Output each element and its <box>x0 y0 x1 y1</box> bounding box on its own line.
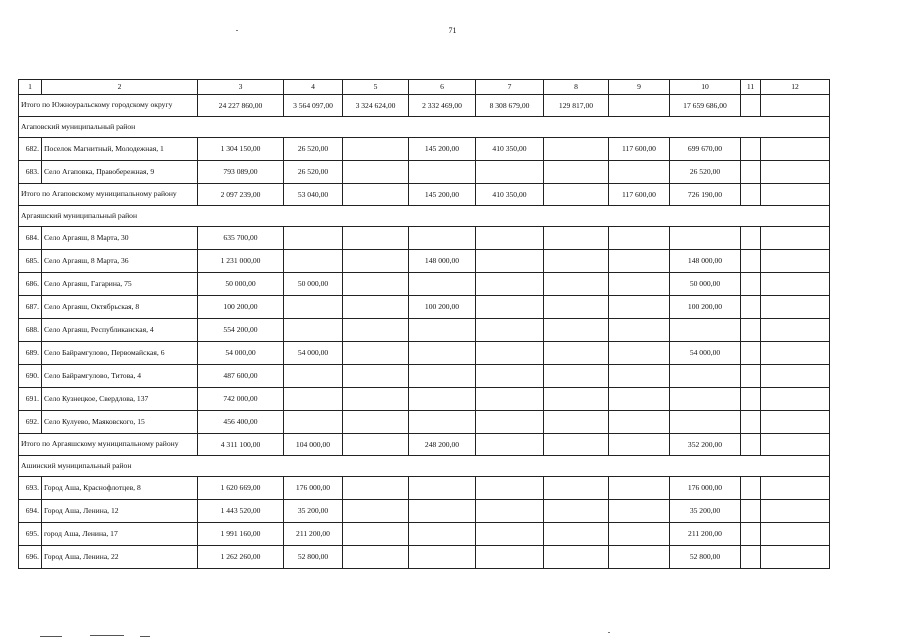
row-index: 690. <box>19 365 42 388</box>
table-row <box>19 477 830 500</box>
amount-cell <box>544 342 609 365</box>
amount-cell <box>284 319 343 342</box>
amount-cell <box>343 250 409 273</box>
address-cell: Поселок Магнитный, Молодежная, 1 <box>42 138 198 161</box>
amount-cell <box>343 388 409 411</box>
section-header-row <box>19 456 830 477</box>
amount-cell <box>476 546 544 569</box>
amount-cell: 54 000,00 <box>284 342 343 365</box>
amount-cell: 3 324 624,00 <box>343 95 409 117</box>
register-table <box>18 79 830 569</box>
amount-cell: 1 231 000,00 <box>198 250 284 273</box>
amount-cell <box>761 523 830 546</box>
amount-cell <box>409 161 476 184</box>
amount-cell <box>343 477 409 500</box>
amount-cell: 26 520,00 <box>284 161 343 184</box>
amount-cell <box>741 411 761 434</box>
amount-cell <box>544 273 609 296</box>
amount-cell: 554 200,00 <box>198 319 284 342</box>
scan-speck <box>608 632 610 633</box>
table-row <box>19 138 830 161</box>
column-number-row <box>19 80 830 95</box>
amount-cell <box>741 250 761 273</box>
amount-cell <box>476 273 544 296</box>
amount-cell <box>761 546 830 569</box>
amount-cell <box>343 319 409 342</box>
row-index: 682. <box>19 138 42 161</box>
row-index: 684. <box>19 227 42 250</box>
amount-cell: 352 200,00 <box>670 434 741 456</box>
table-row <box>19 365 830 388</box>
amount-cell <box>544 227 609 250</box>
scan-speck <box>236 30 238 31</box>
address-cell: Село Аргаяш, Гагарина, 75 <box>42 273 198 296</box>
page-number: 71 <box>448 26 457 35</box>
amount-cell: 52 800,00 <box>670 546 741 569</box>
amount-cell <box>761 388 830 411</box>
address-cell: город Аша, Ленина, 17 <box>42 523 198 546</box>
amount-cell <box>409 319 476 342</box>
subtotal-label: Итого по Аргаяшскому муниципальному району <box>19 434 198 456</box>
amount-cell <box>609 161 670 184</box>
amount-cell <box>544 365 609 388</box>
amount-cell <box>476 477 544 500</box>
address-cell: Село Аргаяш, Октябрьская, 8 <box>42 296 198 319</box>
table-row <box>19 273 830 296</box>
address-cell: Город Аша, Ленина, 22 <box>42 546 198 569</box>
subtotal-label: Итого по Южноуральскому городскому округу <box>19 95 198 117</box>
column-number: 4 <box>284 80 343 95</box>
column-number: 9 <box>609 80 670 95</box>
amount-cell <box>741 434 761 456</box>
amount-cell <box>741 546 761 569</box>
amount-cell <box>284 388 343 411</box>
amount-cell: 52 800,00 <box>284 546 343 569</box>
amount-cell <box>741 365 761 388</box>
amount-cell <box>761 319 830 342</box>
amount-cell <box>409 273 476 296</box>
amount-cell <box>761 184 830 206</box>
table-row <box>19 388 830 411</box>
amount-cell <box>741 273 761 296</box>
subtotal-row <box>19 95 830 117</box>
table-row <box>19 250 830 273</box>
amount-cell: 100 200,00 <box>198 296 284 319</box>
amount-cell: 117 600,00 <box>609 184 670 206</box>
amount-cell <box>741 184 761 206</box>
amount-cell <box>409 342 476 365</box>
column-number: 8 <box>544 80 609 95</box>
amount-cell <box>609 546 670 569</box>
amount-cell: 410 350,00 <box>476 184 544 206</box>
row-index: 686. <box>19 273 42 296</box>
amount-cell <box>544 138 609 161</box>
amount-cell <box>409 500 476 523</box>
amount-cell: 1 991 160,00 <box>198 523 284 546</box>
column-number: 7 <box>476 80 544 95</box>
amount-cell <box>544 184 609 206</box>
section-header-row <box>19 206 830 227</box>
amount-cell <box>741 161 761 184</box>
column-number: 5 <box>343 80 409 95</box>
section-title: Ашинский муниципальный район <box>19 456 830 477</box>
amount-cell: 148 000,00 <box>409 250 476 273</box>
table-row <box>19 523 830 546</box>
address-cell: Город Аша, Ленина, 12 <box>42 500 198 523</box>
amount-cell <box>609 500 670 523</box>
row-index: 688. <box>19 319 42 342</box>
amount-cell <box>476 227 544 250</box>
amount-cell <box>476 523 544 546</box>
amount-cell <box>544 161 609 184</box>
amount-cell: 211 200,00 <box>284 523 343 546</box>
amount-cell <box>343 273 409 296</box>
amount-cell <box>476 342 544 365</box>
amount-cell: 2 332 469,00 <box>409 95 476 117</box>
amount-cell <box>544 523 609 546</box>
amount-cell <box>761 411 830 434</box>
row-index: 693. <box>19 477 42 500</box>
row-index: 692. <box>19 411 42 434</box>
column-number: 12 <box>761 80 830 95</box>
address-cell: Село Байрамгулово, Титова, 4 <box>42 365 198 388</box>
amount-cell <box>609 227 670 250</box>
amount-cell <box>476 388 544 411</box>
table-row <box>19 227 830 250</box>
amount-cell <box>670 319 741 342</box>
amount-cell <box>343 161 409 184</box>
amount-cell: 50 000,00 <box>670 273 741 296</box>
amount-cell <box>284 250 343 273</box>
amount-cell <box>544 319 609 342</box>
column-number: 2 <box>42 80 198 95</box>
amount-cell <box>343 500 409 523</box>
amount-cell <box>409 523 476 546</box>
address-cell: Село Кулуево, Маяковского, 15 <box>42 411 198 434</box>
amount-cell <box>476 319 544 342</box>
amount-cell: 635 700,00 <box>198 227 284 250</box>
amount-cell <box>343 138 409 161</box>
amount-cell <box>284 227 343 250</box>
amount-cell <box>609 319 670 342</box>
amount-cell <box>544 500 609 523</box>
amount-cell: 104 000,00 <box>284 434 343 456</box>
amount-cell: 100 200,00 <box>409 296 476 319</box>
subtotal-row <box>19 184 830 206</box>
amount-cell <box>741 523 761 546</box>
amount-cell: 2 097 239,00 <box>198 184 284 206</box>
amount-cell: 26 520,00 <box>284 138 343 161</box>
amount-cell <box>409 411 476 434</box>
amount-cell <box>544 546 609 569</box>
amount-cell: 211 200,00 <box>670 523 741 546</box>
amount-cell <box>670 411 741 434</box>
amount-cell <box>609 273 670 296</box>
amount-cell <box>761 227 830 250</box>
subtotal-label: Итого по Агаповскому муниципальному району <box>19 184 198 206</box>
amount-cell: 50 000,00 <box>198 273 284 296</box>
amount-cell <box>544 411 609 434</box>
amount-cell <box>609 250 670 273</box>
amount-cell <box>741 138 761 161</box>
amount-cell <box>284 296 343 319</box>
table-body <box>19 80 830 569</box>
amount-cell <box>609 296 670 319</box>
amount-cell <box>544 477 609 500</box>
amount-cell: 1 620 669,00 <box>198 477 284 500</box>
subtotal-row <box>19 434 830 456</box>
amount-cell <box>343 342 409 365</box>
amount-cell: 35 200,00 <box>670 500 741 523</box>
address-cell: Село Агаповка, Правобережная, 9 <box>42 161 198 184</box>
amount-cell: 176 000,00 <box>284 477 343 500</box>
amount-cell <box>544 388 609 411</box>
amount-cell <box>343 227 409 250</box>
amount-cell <box>761 365 830 388</box>
amount-cell <box>343 296 409 319</box>
row-index: 685. <box>19 250 42 273</box>
address-cell: Село Аргаяш, Республиканская, 4 <box>42 319 198 342</box>
amount-cell <box>409 227 476 250</box>
section-title: Аргаяшский муниципальный район <box>19 206 830 227</box>
amount-cell <box>761 296 830 319</box>
row-index: 689. <box>19 342 42 365</box>
scan-smudge <box>40 636 62 637</box>
amount-cell <box>670 388 741 411</box>
amount-cell: 17 659 686,00 <box>670 95 741 117</box>
address-cell: Город Аша, Краснофлотцев, 8 <box>42 477 198 500</box>
amount-cell: 54 000,00 <box>670 342 741 365</box>
amount-cell: 8 308 679,00 <box>476 95 544 117</box>
amount-cell <box>670 365 741 388</box>
amount-cell <box>761 477 830 500</box>
amount-cell: 742 000,00 <box>198 388 284 411</box>
amount-cell: 50 000,00 <box>284 273 343 296</box>
scan-smudge <box>140 636 150 637</box>
amount-cell: 148 000,00 <box>670 250 741 273</box>
amount-cell <box>741 477 761 500</box>
amount-cell <box>284 365 343 388</box>
amount-cell <box>476 500 544 523</box>
amount-cell <box>343 365 409 388</box>
amount-cell <box>343 184 409 206</box>
amount-cell: 1 443 520,00 <box>198 500 284 523</box>
amount-cell <box>761 250 830 273</box>
amount-cell <box>761 161 830 184</box>
amount-cell <box>741 500 761 523</box>
amount-cell <box>741 319 761 342</box>
amount-cell <box>544 296 609 319</box>
amount-cell <box>343 546 409 569</box>
amount-cell <box>343 523 409 546</box>
table-row <box>19 161 830 184</box>
amount-cell: 456 400,00 <box>198 411 284 434</box>
amount-cell <box>741 296 761 319</box>
amount-cell: 410 350,00 <box>476 138 544 161</box>
amount-cell <box>343 434 409 456</box>
amount-cell: 54 000,00 <box>198 342 284 365</box>
amount-cell <box>476 161 544 184</box>
amount-cell: 100 200,00 <box>670 296 741 319</box>
amount-cell <box>476 434 544 456</box>
amount-cell <box>544 434 609 456</box>
scan-smudge <box>90 635 124 636</box>
amount-cell: 699 670,00 <box>670 138 741 161</box>
column-number: 10 <box>670 80 741 95</box>
amount-cell <box>761 342 830 365</box>
row-index: 694. <box>19 500 42 523</box>
address-cell: Село Аргаяш, 8 Марта, 30 <box>42 227 198 250</box>
amount-cell <box>409 477 476 500</box>
table-row <box>19 546 830 569</box>
amount-cell: 53 040,00 <box>284 184 343 206</box>
column-number: 6 <box>409 80 476 95</box>
row-index: 696. <box>19 546 42 569</box>
amount-cell: 26 520,00 <box>670 161 741 184</box>
amount-cell <box>609 434 670 456</box>
amount-cell: 176 000,00 <box>670 477 741 500</box>
table-row <box>19 342 830 365</box>
amount-cell <box>761 273 830 296</box>
amount-cell <box>284 411 343 434</box>
section-title: Агаповский муниципальный район <box>19 117 830 138</box>
amount-cell <box>741 227 761 250</box>
amount-cell: 35 200,00 <box>284 500 343 523</box>
amount-cell <box>761 138 830 161</box>
amount-cell <box>741 342 761 365</box>
amount-cell <box>343 411 409 434</box>
table-row <box>19 296 830 319</box>
amount-cell: 3 564 097,00 <box>284 95 343 117</box>
amount-cell <box>476 365 544 388</box>
amount-cell: 145 200,00 <box>409 138 476 161</box>
row-index: 683. <box>19 161 42 184</box>
amount-cell <box>741 388 761 411</box>
amount-cell <box>670 227 741 250</box>
table-row <box>19 319 830 342</box>
amount-cell: 24 227 860,00 <box>198 95 284 117</box>
address-cell: Село Байрамгулово, Первомайская, 6 <box>42 342 198 365</box>
column-number: 1 <box>19 80 42 95</box>
amount-cell: 129 817,00 <box>544 95 609 117</box>
amount-cell: 117 600,00 <box>609 138 670 161</box>
amount-cell <box>609 388 670 411</box>
amount-cell <box>409 388 476 411</box>
amount-cell <box>476 411 544 434</box>
amount-cell <box>476 250 544 273</box>
table-row <box>19 411 830 434</box>
column-number: 11 <box>741 80 761 95</box>
amount-cell <box>761 95 830 117</box>
amount-cell: 248 200,00 <box>409 434 476 456</box>
address-cell: Село Аргаяш, 8 Марта, 36 <box>42 250 198 273</box>
amount-cell: 145 200,00 <box>409 184 476 206</box>
amount-cell <box>409 365 476 388</box>
amount-cell <box>409 546 476 569</box>
row-index: 691. <box>19 388 42 411</box>
amount-cell <box>761 434 830 456</box>
address-cell: Село Кузнецкое, Свердлова, 137 <box>42 388 198 411</box>
amount-cell <box>741 95 761 117</box>
section-header-row <box>19 117 830 138</box>
amount-cell <box>609 342 670 365</box>
table-row <box>19 500 830 523</box>
column-number: 3 <box>198 80 284 95</box>
amount-cell: 1 262 260,00 <box>198 546 284 569</box>
amount-cell <box>609 365 670 388</box>
amount-cell <box>476 296 544 319</box>
amount-cell: 1 304 150,00 <box>198 138 284 161</box>
amount-cell: 487 600,00 <box>198 365 284 388</box>
amount-cell: 4 311 100,00 <box>198 434 284 456</box>
amount-cell <box>544 250 609 273</box>
amount-cell <box>609 523 670 546</box>
amount-cell <box>761 500 830 523</box>
amount-cell <box>609 477 670 500</box>
amount-cell <box>609 411 670 434</box>
row-index: 687. <box>19 296 42 319</box>
amount-cell: 726 190,00 <box>670 184 741 206</box>
amount-cell: 793 089,00 <box>198 161 284 184</box>
amount-cell <box>609 95 670 117</box>
row-index: 695. <box>19 523 42 546</box>
